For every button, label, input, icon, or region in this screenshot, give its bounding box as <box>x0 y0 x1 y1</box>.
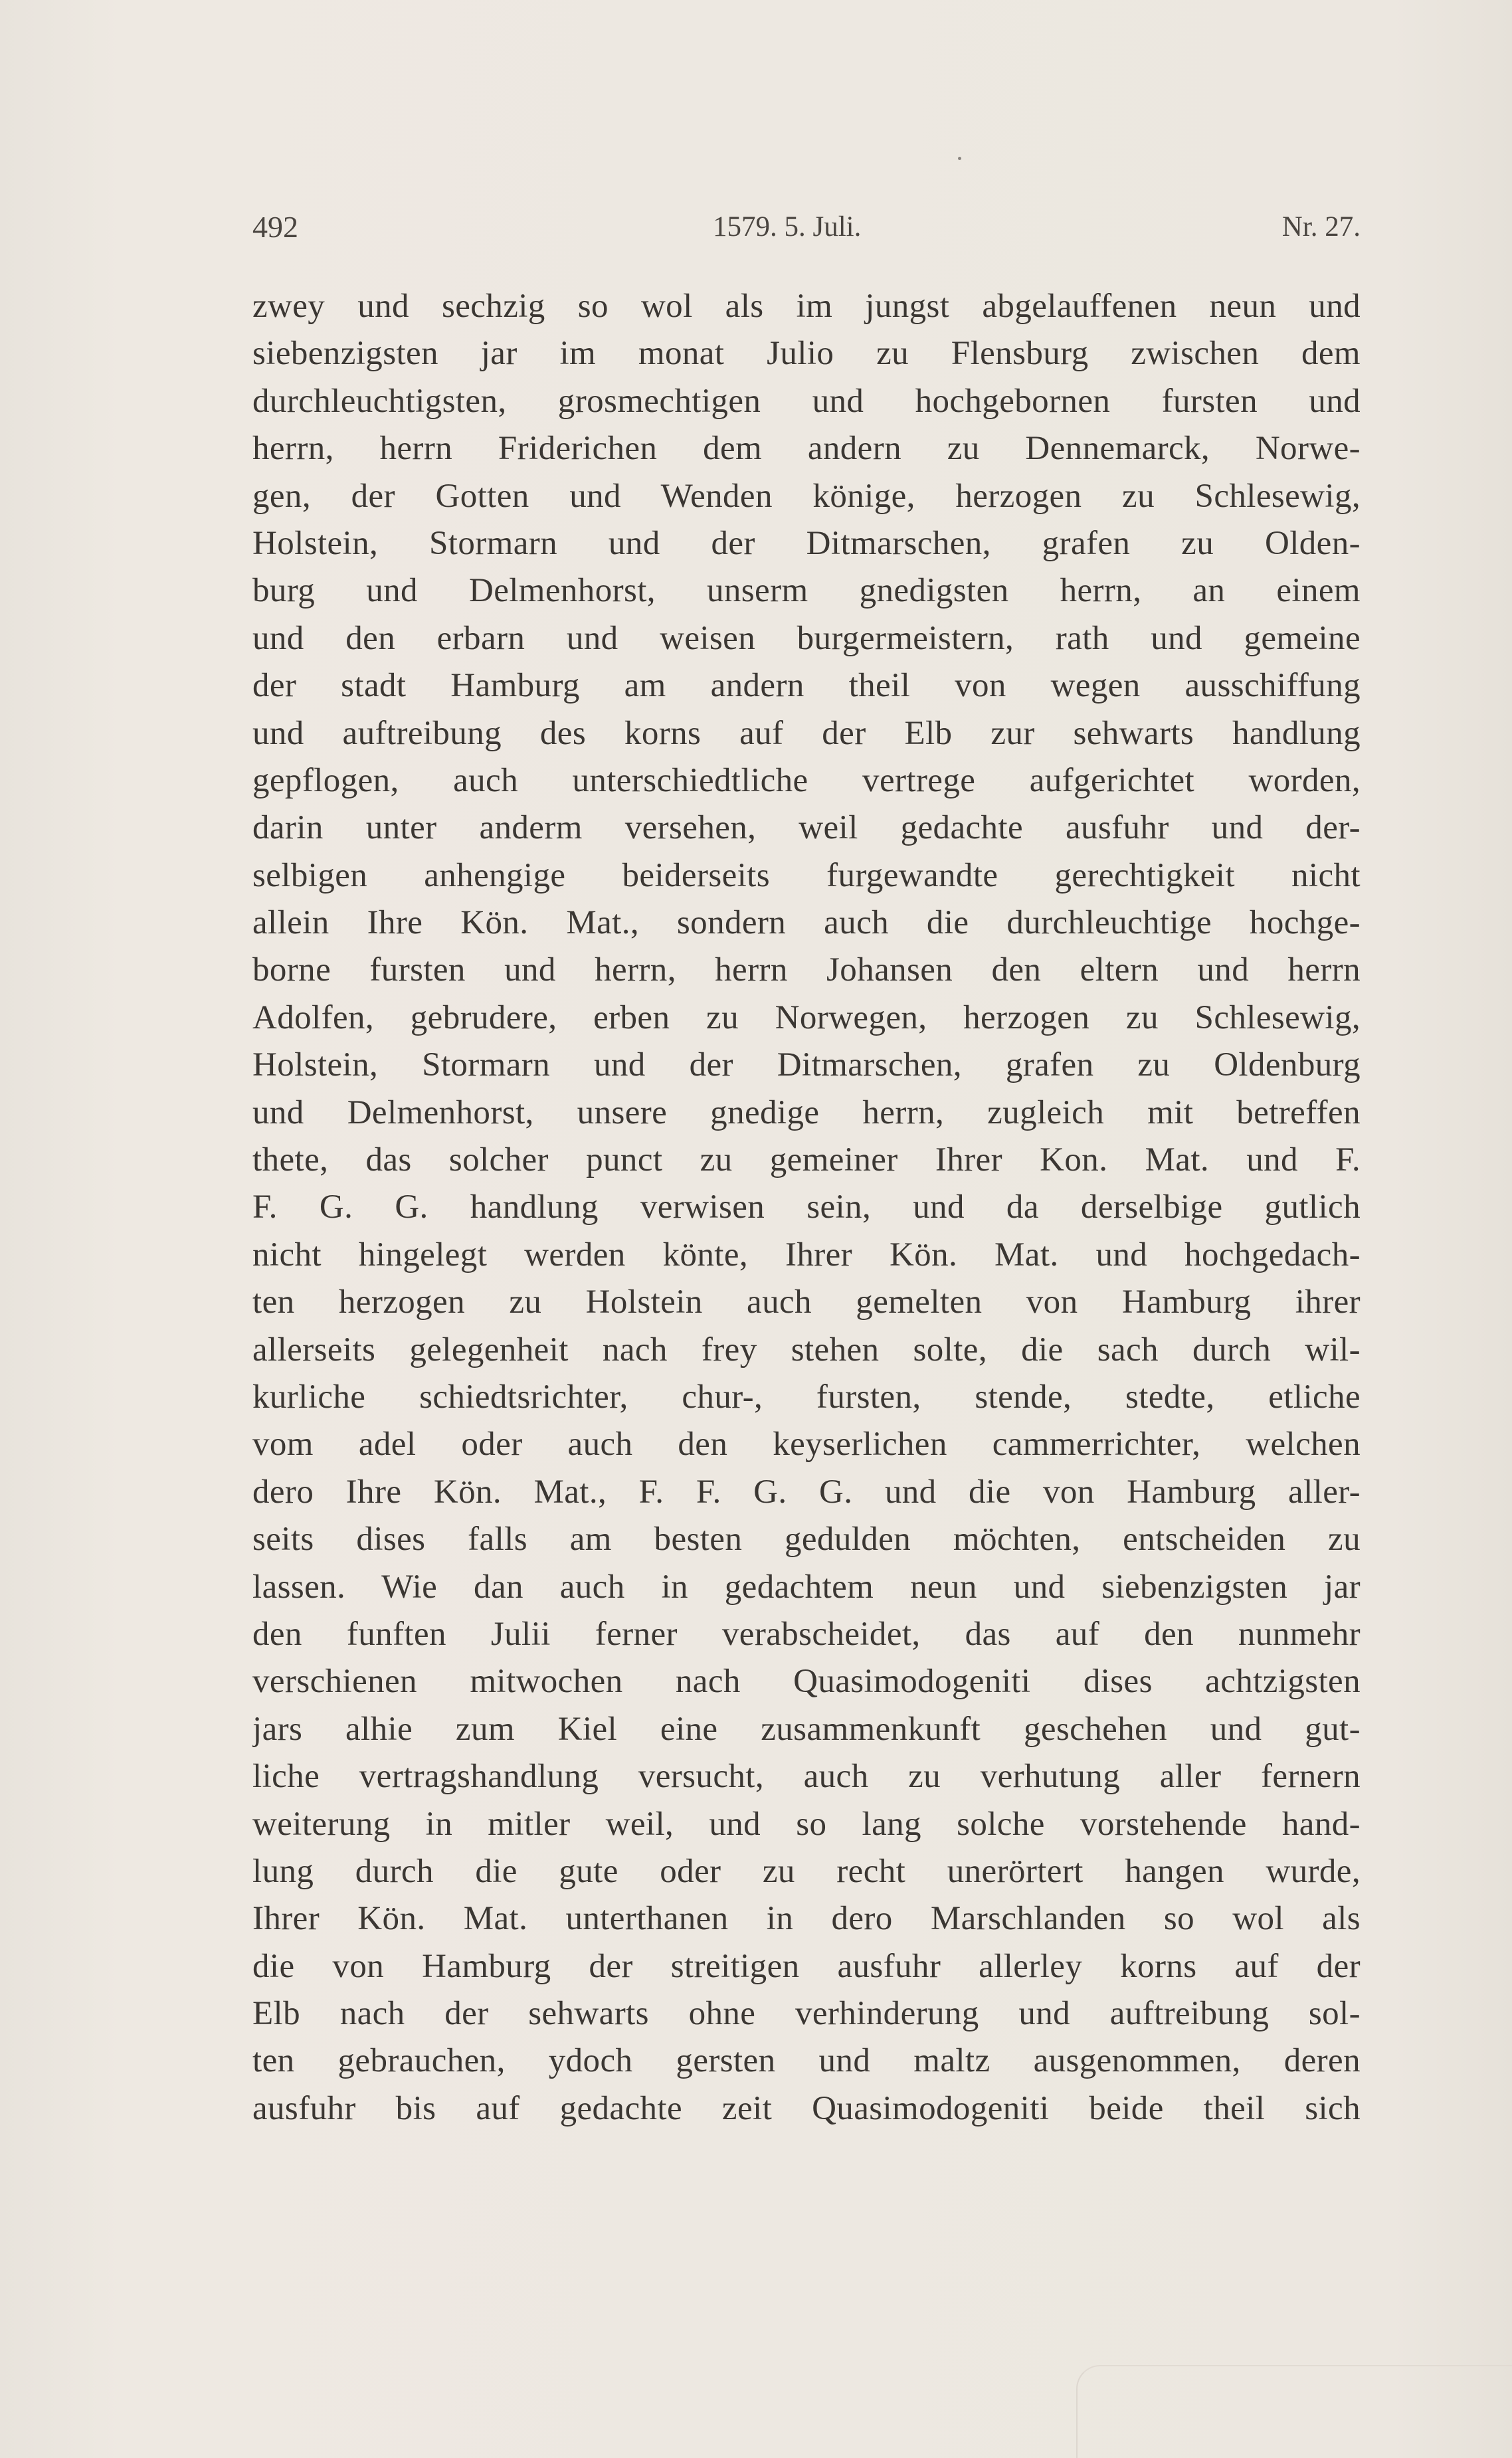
document-number: Nr. 27. <box>1281 211 1361 242</box>
text-line: ten gebrauchen, ydoch gersten und maltz ausgenommen, deren <box>252 2042 1361 2080</box>
text-line: der stadt Hamburg am andern theil von wegen ausschiffung <box>252 667 1361 705</box>
text-line: liche vertragshandlung versucht, auch zu verhutung aller fernern <box>252 1758 1361 1796</box>
running-header <box>252 207 1361 247</box>
text-line: und Delmenhorst, unsere gnedige herrn, zugleich mit betreffen <box>252 1093 1361 1131</box>
text-line: jars alhie zum Kiel eine zusammenkunft geschehen und gut- <box>252 1710 1361 1748</box>
text-line: verschienen mitwochen nach Quasimodogeniti dises achtzigsten <box>252 1663 1361 1701</box>
text-line: die von Hamburg der streitigen ausfuhr allerley korns auf der <box>252 1947 1361 1985</box>
text-line: und den erbarn und weisen burgermeistern, rath und gemeine <box>252 619 1361 657</box>
text-line: und auftreibung des korns auf der Elb zur sehwarts handlung <box>252 714 1361 752</box>
text-line: kurliche schiedtsrichter, chur-, fursten, stende, stedte, etliche <box>252 1378 1361 1416</box>
text-line: Elb nach der sehwarts ohne verhinderung und auftreibung sol- <box>252 1995 1361 2033</box>
text-line: allein Ihre Kön. Mat., sondern auch die durchleuchtige hochge- <box>252 904 1361 942</box>
text-line: herrn, herrn Friderichen dem andern zu Dennemarck, Norwe- <box>252 430 1361 468</box>
text-line: borne fursten und herrn, herrn Johansen den eltern und herrn <box>252 951 1361 989</box>
text-line: allerseits gelegenheit nach frey stehen solte, die sach durch wil- <box>252 1331 1361 1369</box>
text-line: weiterung in mitler weil, und so lang solche vorstehende hand- <box>252 1805 1361 1843</box>
text-line: durchleuchtigsten, grosmechtigen und hochgebornen fursten und <box>252 382 1361 420</box>
text-line: ten herzogen zu Holstein auch gemelten von Hamburg ihrer <box>252 1283 1361 1321</box>
text-line: gepflogen, auch unterschiedtliche vertrege aufgerichtet worden, <box>252 761 1361 799</box>
text-line: burg und Delmenhorst, unserm gnedigsten herrn, an einem <box>252 572 1361 610</box>
text-line: dero Ihre Kön. Mat., F. F. G. G. und die von Hamburg aller- <box>252 1473 1361 1511</box>
text-line: den funften Julii ferner verabscheidet, das auf den nunmehr <box>252 1615 1361 1653</box>
text-line: siebenzigsten jar im monat Julio zu Flensburg zwischen dem <box>252 335 1361 373</box>
text-line: lung durch die gute oder zu recht unerörtert hangen wurde, <box>252 1852 1361 1890</box>
ink-speck <box>958 157 961 160</box>
text-line: Ihrer Kön. Mat. unterthanen in dero Marschlanden so wol als <box>252 1900 1361 1938</box>
paper-edge <box>1076 2365 1512 2458</box>
text-line: Holstein, Stormarn und der Ditmarschen, grafen zu Oldenburg <box>252 1046 1361 1084</box>
text-line: Holstein, Stormarn und der Ditmarschen, grafen zu Olden- <box>252 524 1361 562</box>
text-line: lassen. Wie dan auch in gedachtem neun und siebenzigsten jar <box>252 1568 1361 1606</box>
text-line: vom adel oder auch den keyserlichen cammerrichter, welchen <box>252 1426 1361 1464</box>
text-line: nicht hingelegt werden könte, Ihrer Kön. Mat. und hochgedach- <box>252 1236 1361 1274</box>
text-line: gen, der Gotten und Wenden könige, herzogen zu Schlesewig, <box>252 477 1361 515</box>
text-line: darin unter anderm versehen, weil gedachte ausfuhr und der- <box>252 809 1361 847</box>
body-text <box>252 283 1361 2132</box>
text-line: thete, das solcher punct zu gemeiner Ihrer Kon. Mat. und F. <box>252 1141 1361 1179</box>
text-line: seits dises falls am besten gedulden möchten, entscheiden zu <box>252 1521 1361 1559</box>
header-date: 1579. 5. Juli. <box>713 211 862 242</box>
text-line: selbigen anhengige beiderseits furgewandte gerechtigkeit nicht <box>252 856 1361 894</box>
text-line: ausfuhr bis auf gedachte zeit Quasimodogeniti beide theil sich <box>252 2089 1361 2127</box>
text-line: Adolfen, gebrudere, erben zu Norwegen, herzogen zu Schlesewig, <box>252 998 1361 1036</box>
text-line: zwey und sechzig so wol als im jungst abgelauffenen neun und <box>252 288 1361 325</box>
page-number: 492 <box>252 210 298 244</box>
text-line: F. G. G. handlung verwisen sein, und da derselbige gutlich <box>252 1188 1361 1226</box>
